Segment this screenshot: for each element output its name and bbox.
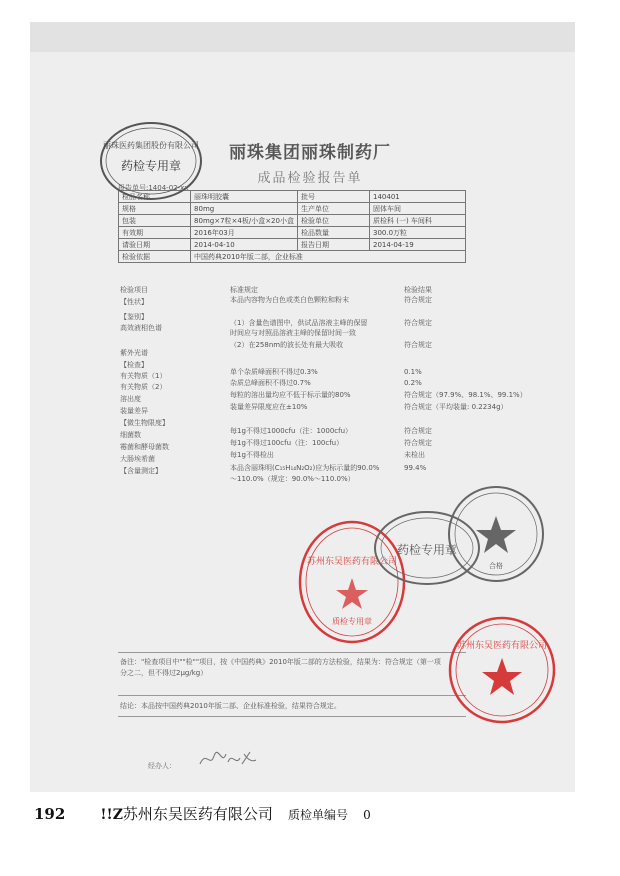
document-header [0, 138, 620, 186]
check-standard: 每粒的溶出量均应不低于标示量的80% [230, 391, 351, 399]
info-label: 检品数量 [297, 227, 369, 239]
column-head-item: 检验项目 [120, 286, 148, 294]
stamp-text: 药检专用章 [396, 543, 458, 557]
check-result: 符合规定（平均装量: 0.2234g） [404, 403, 508, 411]
check-standard: 单个杂质峰面积不得过0.3% [230, 368, 318, 376]
check-result: 0.1% [404, 368, 422, 376]
info-label: 请验日期 [119, 239, 191, 251]
microbial-result: 符合规定 [404, 439, 432, 447]
divider [118, 652, 466, 653]
info-value: 140401 [370, 191, 466, 203]
check-result: 符合规定（97.9%、98.1%、99.1%） [404, 391, 527, 399]
stamp-text: 苏州东吴医药有限公司 [306, 557, 398, 567]
gray-round-stamp [446, 482, 546, 590]
column-head-result: 检验结果 [404, 286, 432, 294]
info-label: 有效期 [119, 227, 191, 239]
assay-standard: 本品含丽珠明(C₁₅H₁₄N₂O₂)应为标示量的90.0% [230, 464, 380, 472]
stamp-text: 药检专用章 [120, 159, 182, 173]
info-value: 质检科 (一) 车间科 [370, 215, 466, 227]
table-row [119, 227, 466, 239]
microbial-result: 未检出 [404, 451, 425, 459]
table-row [119, 251, 466, 263]
quality-inspection-stamp [98, 118, 204, 208]
identification-standard-1: （1）含量色谱图中，供试品溶液主峰的保留 [230, 319, 368, 327]
qc-number-label: 质检单编号 [288, 808, 349, 822]
report-number: 报告单号:1404-02-xx [118, 184, 189, 192]
identification-standard-1b: 时间应与对照品溶液主峰的保留时间一致 [230, 329, 356, 337]
identification-method: 高效液相色谱 [120, 324, 162, 332]
svg-text:丽珠医药集团股份有限公司: 丽珠医药集团股份有限公司 [103, 141, 199, 150]
identification-standard-2: （2）在258nm的波长处有最大吸收 [230, 341, 344, 349]
column-head-standard: 标准规定 [230, 286, 258, 294]
check-item: 有关物质（2） [120, 383, 167, 391]
info-value: 80mg×7粒×4板/小盒×20小盒 [191, 215, 298, 227]
footer-code: !!Z [100, 807, 123, 823]
check-standard: 杂质总峰面积不得过0.7% [230, 379, 311, 387]
assay-standard-range: ～110.0%（规定：90.0%～110.0%） [230, 475, 355, 483]
divider [118, 695, 466, 696]
info-value: 2014-04-10 [191, 239, 298, 251]
microbial-standard: 每1g不得过100cfu（注：100cfu） [230, 439, 344, 447]
info-label: 包装 [119, 215, 191, 227]
company-name: 丽珠集团丽珠制药厂 [229, 143, 391, 163]
info-value: 丽珠明胶囊 [191, 191, 298, 203]
section-microbial-limit: 【微生物限度】 [120, 419, 169, 427]
divider [118, 716, 466, 717]
character-standard: 本品内容物为白色或类白色颗粒和粉末 [230, 296, 349, 304]
handwritten-signature [198, 746, 258, 774]
microbial-standard: 每1g不得检出 [230, 451, 274, 459]
svg-text:合格: 合格 [489, 562, 503, 570]
info-label: 生产单位 [297, 203, 369, 215]
qc-number-value: 0 [363, 808, 371, 822]
check-item: 装量差异 [120, 407, 148, 415]
red-company-stamp-right [446, 610, 558, 734]
assay-result: 99.4% [404, 464, 427, 472]
report-title: 成品检验报告单 [257, 171, 363, 186]
remarks [120, 657, 460, 679]
svg-text:质检专用章: 质检专用章 [332, 617, 372, 626]
info-value: 固体车间 [370, 203, 466, 215]
page-number: 192 [34, 805, 66, 823]
conclusion: 结论：本品按中国药典2010年版二部、企业标准检验，结果符合规定。 [120, 702, 341, 710]
microbial-standard: 每1g不得过1000cfu（注：1000cfu） [230, 427, 353, 435]
character-result: 符合规定 [404, 296, 432, 304]
check-standard: 装量差异限度应在±10% [230, 403, 308, 411]
identification-result-2: 符合规定 [404, 341, 432, 349]
info-value: 2014-04-19 [370, 239, 466, 251]
info-label: 检品名称 [119, 191, 191, 203]
remarks-line-2: 分之二，但不得过2μg/kg） [120, 669, 208, 677]
remarks-line-1: 备注："检查项目中""检""项目，按《中国药典》2010年版二部的方法检验，结果为：符合规定（第一项 [120, 658, 441, 666]
microbial-item: 细菌数 [120, 431, 141, 439]
footer-company: 苏州东吴医药有限公司 [122, 805, 273, 823]
info-value: 中国药典2010年版二部，企业标准 [191, 251, 466, 263]
microbial-item: 霉菌和酵母菌数 [120, 443, 169, 451]
info-label: 报告日期 [297, 239, 369, 251]
check-result: 0.2% [404, 379, 422, 387]
info-label: 检验单位 [297, 215, 369, 227]
identification-result-1: 符合规定 [404, 319, 432, 327]
microbial-result: 符合规定 [404, 427, 432, 435]
microbial-item: 大肠埃希菌 [120, 455, 155, 463]
info-value: 300.0万粒 [370, 227, 466, 239]
info-label: 检验依据 [119, 251, 191, 263]
section-assay: 【含量测定】 [120, 467, 162, 475]
handler-label: 经办人： [148, 762, 176, 770]
table-row [119, 239, 466, 251]
info-value: 80mg [191, 203, 298, 215]
table-row [119, 215, 466, 227]
uv-spectrum-label: 紫外光谱 [120, 349, 148, 357]
info-label: 批号 [297, 191, 369, 203]
check-item: 溶出度 [120, 395, 141, 403]
check-item: 有关物质（1） [120, 372, 167, 380]
page-footer [34, 803, 371, 824]
section-character: 【性状】 [120, 298, 148, 306]
info-value: 2016年03月 [191, 227, 298, 239]
stamp-text: 苏州东吴医药有限公司 [456, 641, 548, 651]
scan-top-edge [30, 22, 575, 52]
info-label: 规格 [119, 203, 191, 215]
section-check: 【检查】 [120, 361, 148, 369]
section-identification: 【鉴别】 [120, 313, 148, 321]
